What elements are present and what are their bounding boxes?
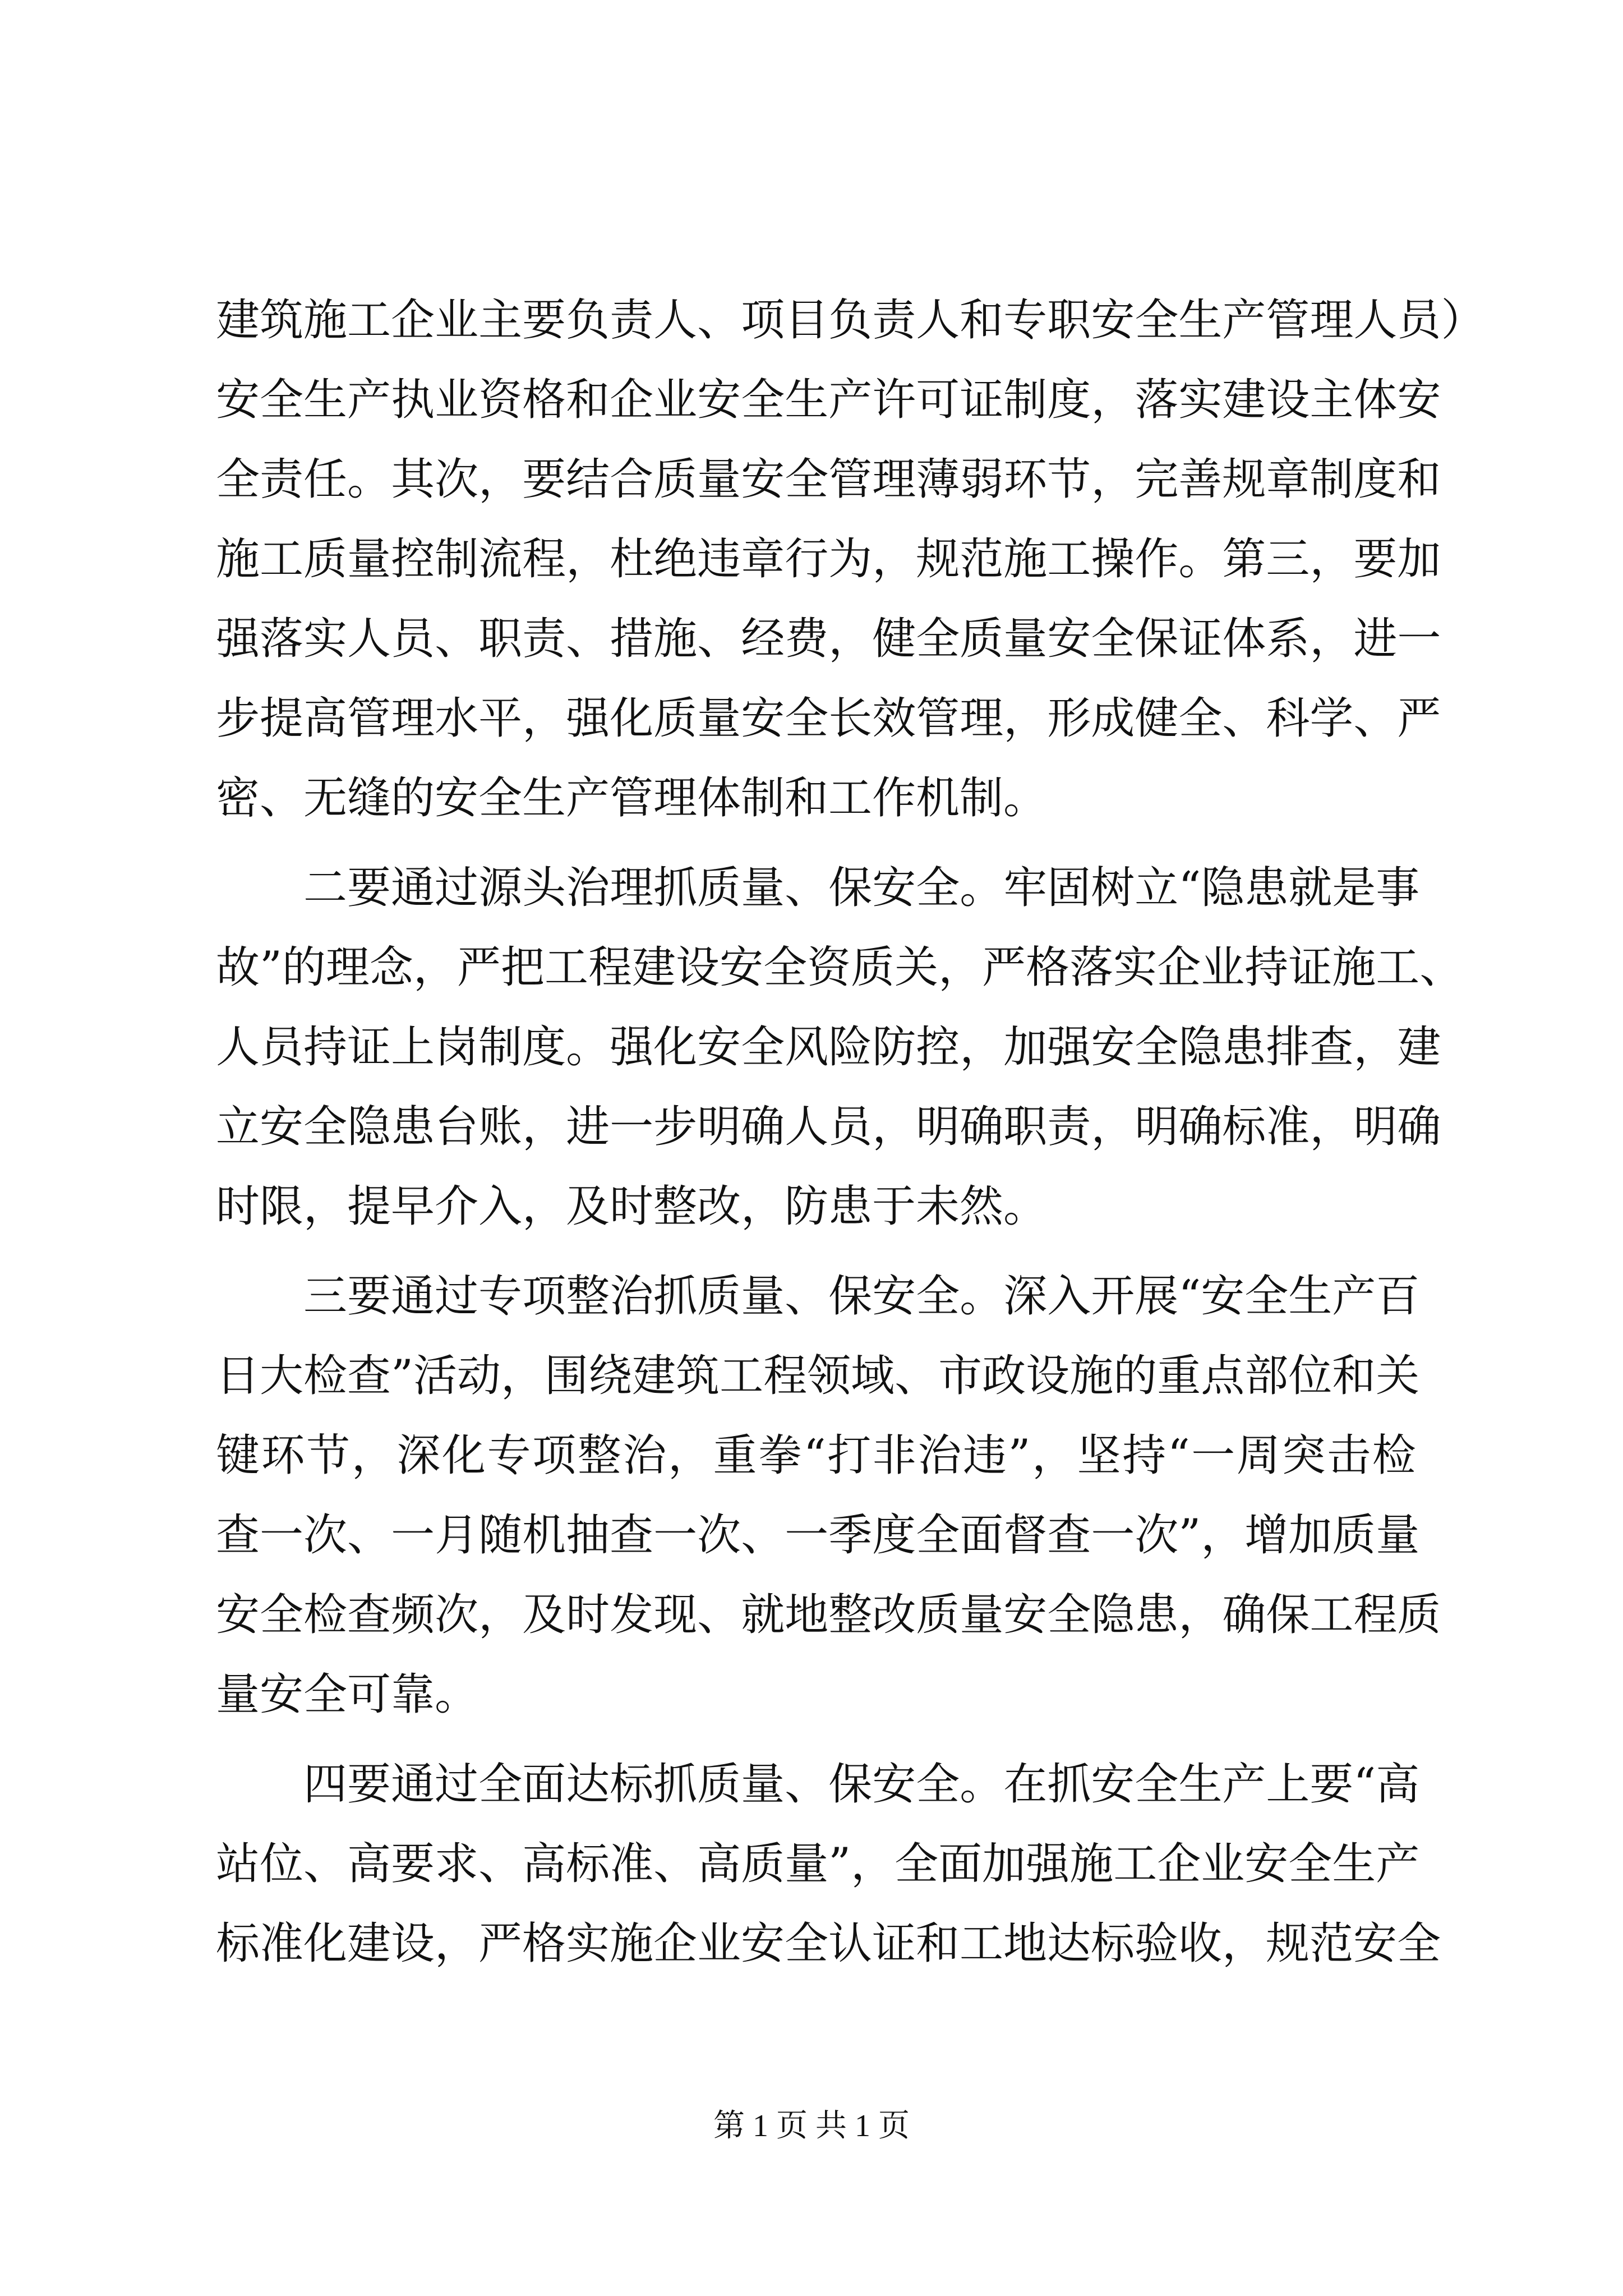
page-footer: 第 1 页 共 1 页 [713,2109,910,2143]
text-line: 标准化建设，严格实施企业安全认证和工地达标验收，规范安全 [216,1918,1441,1969]
paragraph-spacer [216,838,1416,848]
text-line: 密、无缝的安全生产管理体制和工作机制。 [216,773,1048,823]
text-line: 安 全 检 查 频 次 ， 及 时 发 现 、 就 地 整 改 质 量 安 全 隐 患 ， 确 保 工 程 质 [216,1590,1441,1640]
text-line: 强 落 实 人 员 、 职 责 、 措 施 、 经 费 ， 健 全 质 量 安 全 保 证 体 系 ， 进 一 [216,614,1441,664]
text-line: 故 ” 的 理 念 ， 严 把 工 程 建 设 安 全 资 质 关 ， 严 格 落 实 企 业 持 证 施 工 、 [216,942,1464,993]
text-line: 站 位 、 高 要 求 、 高 标 准 、 高 质 量 ” ， 全 面 加 强 施 工 企 业 安 全 生 产 [216,1839,1420,1889]
document-body [216,280,1485,1984]
text-line: 步 提 高 管 理 水 平 ， 强 化 质 量 安 全 长 效 管 理 ， 形 成 健 全 、 科 学 、 严 [216,693,1441,744]
text-line: 时限，提早介入，及时整改，防患于未然。 [216,1181,1048,1232]
text-line: 日 大 检 查 ” 活 动 ， 围 绕 建 筑 工 程 领 域 、 市 政 设 施 的 重 点 部 位 和 关 [216,1351,1420,1401]
text-line: 安 全 生 产 执 业 资 格 和 企 业 安 全 生 产 许 可 证 制 度 ， 落 实 建 设 主 体 安 [216,375,1441,425]
paragraph-spacer [216,1246,1416,1257]
text-line: 三 要 通 过 专 项 整 治 抓 质 量 、 保 安 全 。 深 入 开 展 “ 安 全 生 产 百 [303,1271,1420,1322]
text-line: 人 员 持 证 上 岗 制 度 。 强 化 安 全 风 险 防 控 ， 加 强 安 全 隐 患 排 查 ， 建 [216,1022,1441,1073]
text-line: 量安全可靠。 [216,1669,479,1720]
text-line: 键 环 节 ， 深 化 专 项 整 治 ， 重 拳 “ 打 非 治 违 ” ， 坚 持 “ 一 周 突 击 检 [216,1430,1416,1481]
paragraph-spacer [216,1734,1416,1745]
text-line: 查 一 次 、 一 月 随 机 抽 查 一 次 、 一 季 度 全 面 督 查 一 次 ” ， 增 加 质 量 [216,1510,1420,1561]
text-line: 建 筑 施 工 企 业 主 要 负 责 人 、 项 目 负 责 人 和 专 职 安 全 生 产 管 理 人 员 ） [216,295,1485,346]
text-line: 全 责 任 。 其 次 ， 要 结 合 质 量 安 全 管 理 薄 弱 环 节 ， 完 善 规 章 制 度 和 [216,454,1441,505]
text-line: 立 安 全 隐 患 台 账 ， 进 一 步 明 确 人 员 ， 明 确 职 责 ， 明 确 标 准 ， 明 确 [216,1102,1441,1152]
text-line: 二 要 通 过 源 头 治 理 抓 质 量 、 保 安 全 。 牢 固 树 立 “ 隐 患 就 是 事 [303,863,1420,913]
text-line: 施 工 质 量 控 制 流 程 ， 杜 绝 违 章 行 为 ， 规 范 施 工 操 作 。 第 三 ， 要 加 [216,534,1441,585]
text-line: 四 要 通 过 全 面 达 标 抓 质 量 、 保 安 全 。 在 抓 安 全 生 产 上 要 “ 高 [303,1759,1420,1810]
